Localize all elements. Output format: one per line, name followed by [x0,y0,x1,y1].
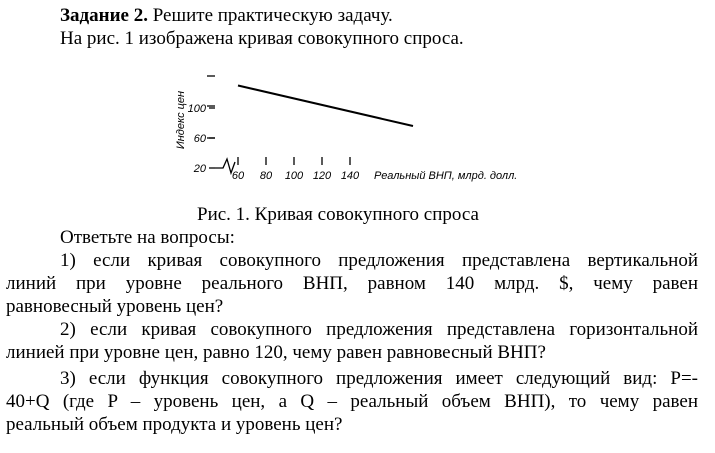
question-3-line-3: реальный объем продукта и уровень цен? [6,414,343,435]
aggregate-demand-chart [165,58,545,188]
x-tick-label: 120 [312,170,332,182]
y-tick-label: 20 [193,163,206,175]
x-tick-label: 100 [284,170,304,182]
y-axis-label: Индекс цен [175,90,187,150]
x-tick-label: 140 [340,170,360,182]
x-ticks [232,157,360,182]
y-tick-label: 100 [187,103,206,115]
question-3-line-1: 3) если функция совокупного предложения имеет следующий вид: P=- [60,368,698,389]
demand-curve-line [238,86,413,127]
question-1-line-2: линий при уровне реального ВНП, равном 140 млрд. $, чему равен [6,273,698,294]
question-3-line-2: 40+Q (где P – уровень цен, а Q – реальный объем ВНП), то чему равен [6,391,698,412]
figure-caption: Рис. 1. Кривая совокупного спроса [197,204,479,225]
y-ticks [188,103,215,175]
question-2-line-2: линией при уровне цен, равно 120, чему равен равновесный ВНП? [6,342,546,363]
x-tick-label: 60 [231,170,245,182]
y-tick-label: 60 [193,133,206,145]
task-intro: На рис. 1 изображена кривая совокупного спроса. [60,28,464,49]
question-2-line-1: 2) если кривая совокупного предложения представлена горизонтальной [60,319,698,340]
task-title-rest: Решите практическую задачу. [147,5,393,26]
task-title [60,4,393,27]
task-title-bold: Задание 2. [60,5,148,26]
x-axis-label: Реальный ВНП, млрд. долл. [374,170,518,182]
x-tick-label: 80 [259,170,273,182]
questions-heading: Ответьте на вопросы: [60,227,235,248]
question-1-line-3: равновесный уровень цен? [6,296,224,317]
question-1-line-1: 1) если кривая совокупного предложения представлена вертикальной [60,250,698,271]
